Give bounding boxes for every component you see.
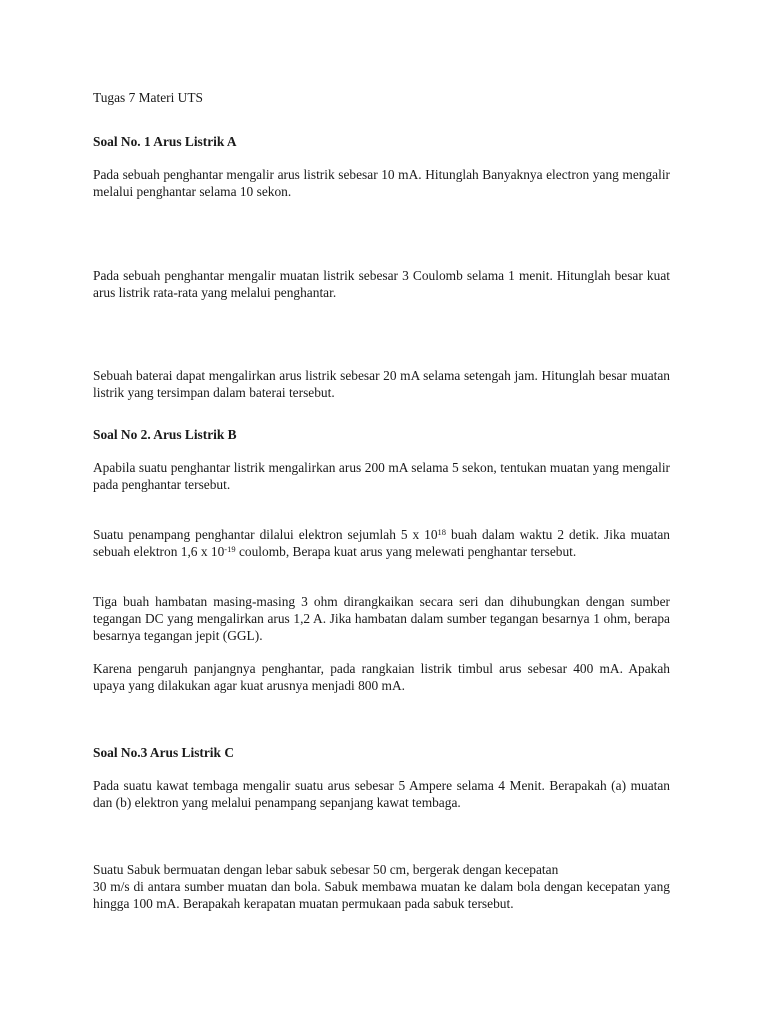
- section-3-question-1: Pada suatu kawat tembaga mengalir suatu arus sebesar 5 Ampere selama 4 Menit. Berapakah (a) muatan dan (b) elektron yang melalui penampang sepanjang kawat tembaga.: [93, 778, 670, 810]
- section-3-question-2: [93, 861, 670, 912]
- section-2-question-1: Apabila suatu penghantar listrik mengalirkan arus 200 mA selama 5 sekon, tentukan muatan yang mengalir pada penghantar tersebut.: [93, 460, 670, 492]
- q2-text-part-a: Suatu penampang penghantar dilalui elektron sejumlah 5 x 10: [93, 527, 438, 542]
- section-1-question-2: Pada sebuah penghantar mengalir muatan listrik sebesar 3 Coulomb selama 1 menit. Hitunglah besar kuat arus listrik rata-rata yang melalui penghantar.: [93, 268, 670, 300]
- section-3-heading: Soal No.3 Arus Listrik C: [93, 745, 234, 760]
- document-page: [93, 0, 670, 1024]
- section-3-question-2-rest: 30 m/s di antara sumber muatan dan bola. Sabuk membawa muatan ke dalam bola dengan kecepatan yang hingga 100 mA. Berapakah kerapatan muatan permukaan pada sabuk tersebut.: [93, 879, 670, 911]
- section-2-heading: Soal No 2. Arus Listrik B: [93, 427, 237, 442]
- section-1-question-1: Pada sebuah penghantar mengalir arus listrik sebesar 10 mA. Hitunglah Banyaknya electron yang mengalir melalui penghantar selama 10 sekon.: [93, 167, 670, 199]
- q2-text-part-b: buah dalam waktu 2 detik. Jika muatan sebuah elektron 1,6 x 10: [93, 527, 670, 559]
- q2-text-part-c: coulomb, Berapa kuat arus yang melewati penghantar tersebut.: [235, 544, 577, 559]
- exponent-18: 18: [437, 526, 447, 537]
- section-2-question-4: Karena pengaruh panjangnya penghantar, pada rangkaian listrik timbul arus sebesar 400 mA. Apakah upaya yang dilakukan agar kuat arusnya menjadi 800 mA.: [93, 661, 670, 693]
- section-2-question-2: [93, 526, 670, 560]
- exponent-minus-19: -19: [224, 543, 236, 554]
- section-3-question-2-line-1: Suatu Sabuk bermuatan dengan lebar sabuk sebesar 50 cm, bergerak dengan kecepatan: [93, 862, 559, 877]
- section-1-heading: Soal No. 1 Arus Listrik A: [93, 134, 237, 149]
- section-2-question-3: Tiga buah hambatan masing-masing 3 ohm dirangkaikan secara seri dan dihubungkan dengan sumber tegangan DC yang mengalirkan arus 1,2 A. Jika hambatan dalam sumber tegangan besarnya 1 ohm, berapa besarnya tegangan jepit (GGL).: [93, 594, 670, 643]
- document-title: Tugas 7 Materi UTS: [93, 90, 203, 105]
- section-1-question-3: Sebuah baterai dapat mengalirkan arus listrik sebesar 20 mA selama setengah jam. Hitunglah besar muatan listrik yang tersimpan dalam baterai tersebut.: [93, 368, 670, 400]
